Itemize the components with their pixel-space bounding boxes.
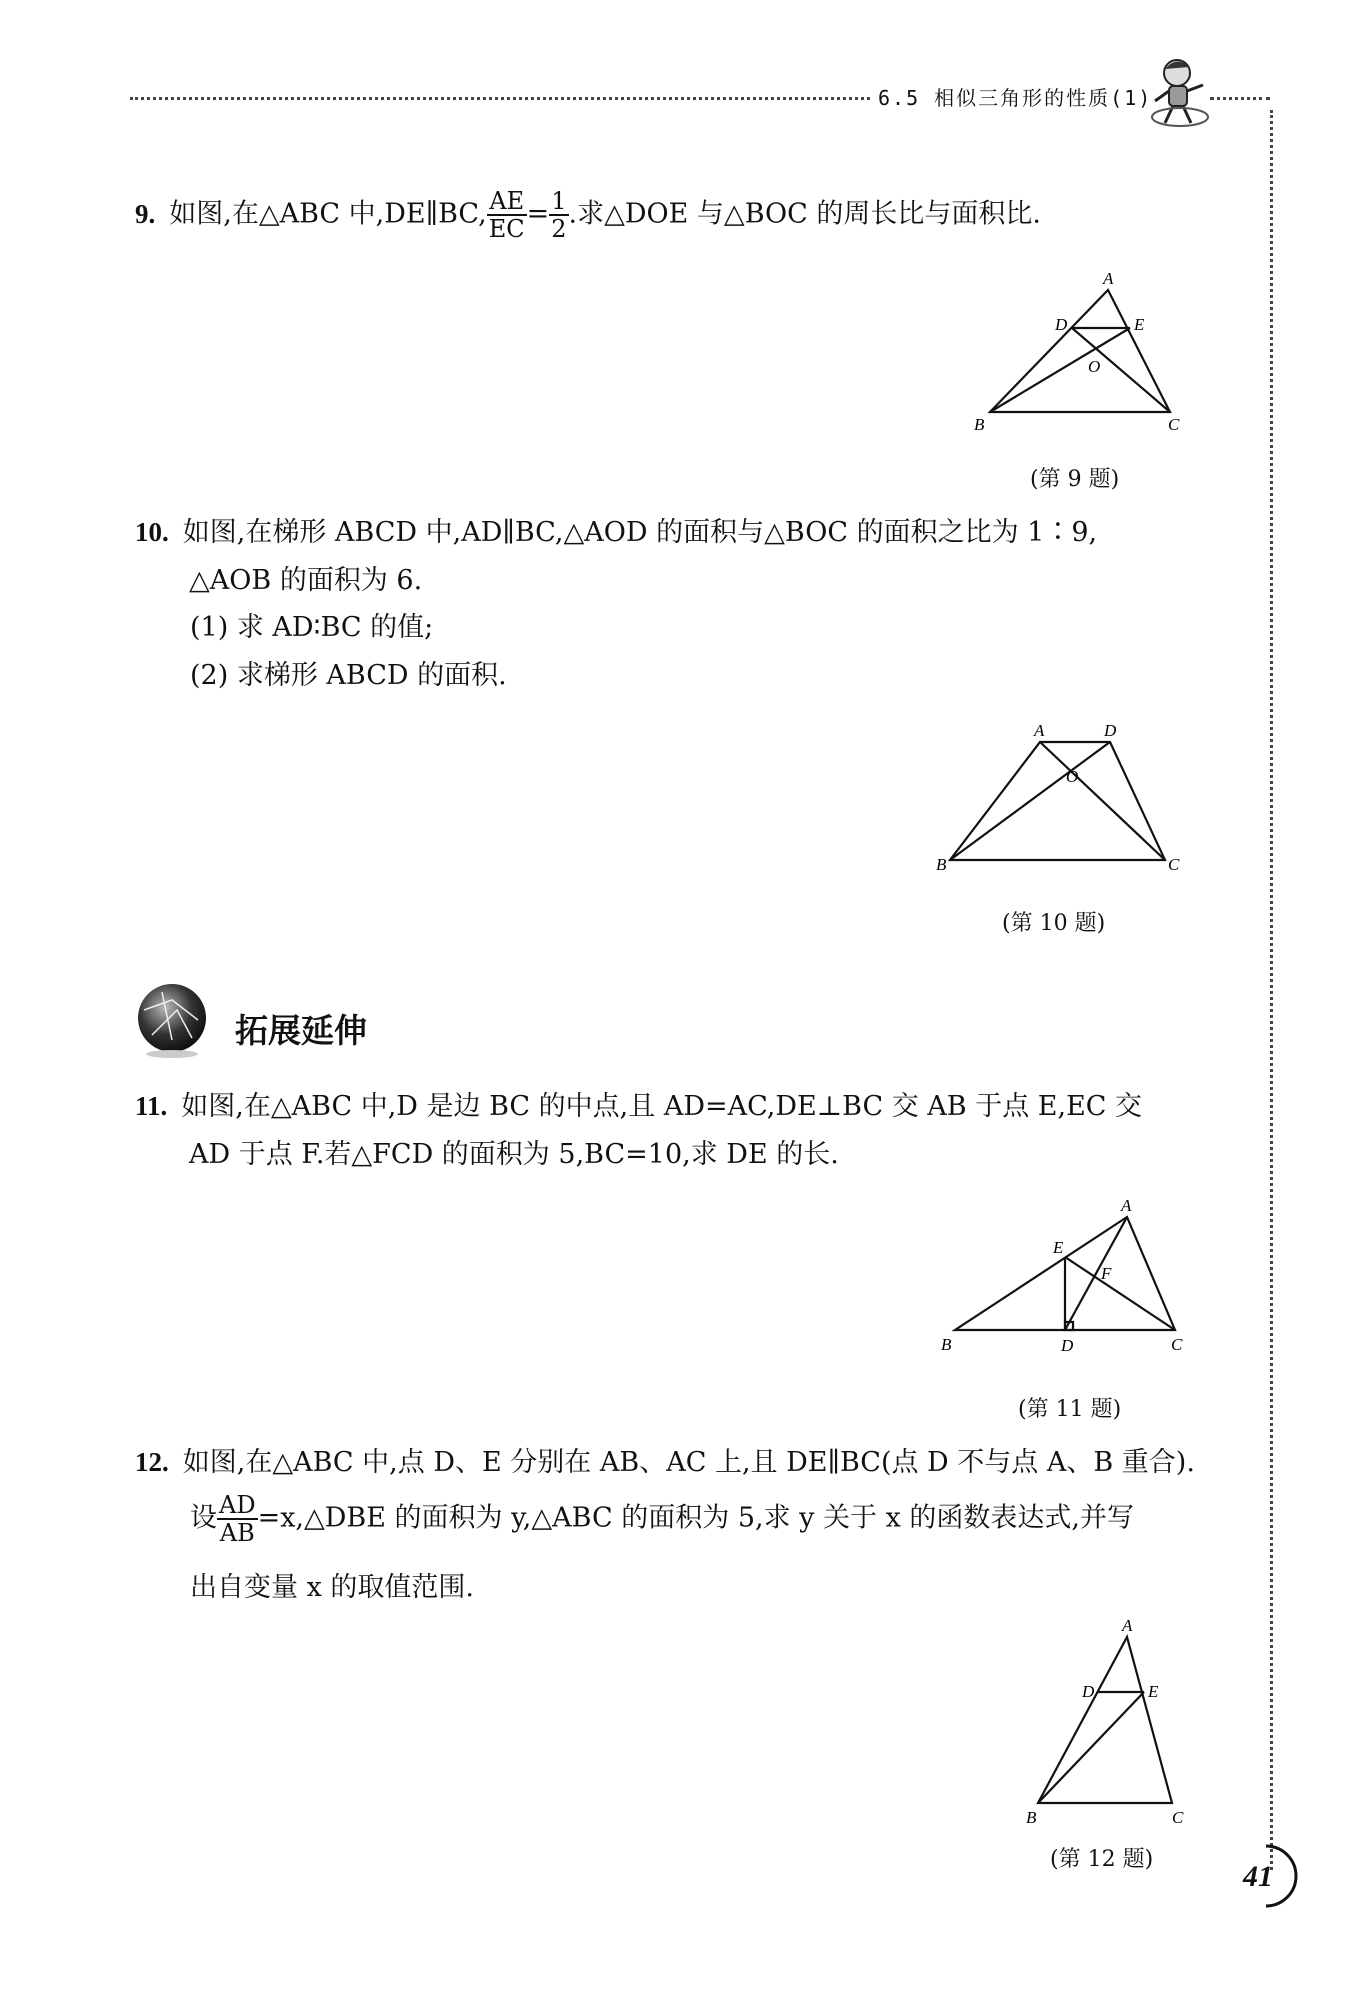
question-10-part-2: (2) 求梯形 ABCD 的面积. bbox=[190, 660, 507, 691]
section-title: 拓展延伸 bbox=[235, 1011, 367, 1050]
label-c: C bbox=[1172, 1808, 1184, 1827]
label-b: B bbox=[936, 855, 947, 874]
label-b: B bbox=[974, 415, 985, 434]
page-number: 41 bbox=[1243, 1860, 1273, 1893]
caption-9: (第 9 题) bbox=[1030, 467, 1120, 492]
label-b: B bbox=[1026, 1808, 1037, 1827]
question-11: 11. 如图,在△ABC 中,D 是边 BC 的中点,且 AD=AC,DE⊥BC 交 AB 于点 E,EC 交 AD 于点 F.若△FCD 的面积为 5,BC=10,求 DE 的长. bbox=[135, 1091, 1143, 1170]
label-a: A bbox=[1121, 1196, 1132, 1215]
label-d: D bbox=[1055, 315, 1068, 334]
cartoon-boy-icon bbox=[1145, 55, 1215, 135]
globe-icon bbox=[132, 980, 214, 1062]
question-12-line-2: 设 $\frac{AD}{AB}$ =x,△DBE 的面积为 y,△ABC 的面积为 5,求 y 关于 x 的函数表达式,并写 bbox=[190, 1491, 1134, 1547]
label-e: E bbox=[1053, 1238, 1064, 1257]
label-c: C bbox=[1168, 415, 1180, 434]
caption-12: (第 12 题) bbox=[1050, 1847, 1154, 1872]
label-o: O bbox=[1088, 357, 1101, 376]
label-f: F bbox=[1101, 1264, 1112, 1283]
label-d: D bbox=[1061, 1336, 1074, 1355]
label-b: B bbox=[941, 1335, 952, 1354]
section-header: 6.5 相似三角形的性质(1) bbox=[878, 86, 1153, 110]
label-a: A bbox=[1122, 1616, 1133, 1635]
side-rule bbox=[1270, 110, 1273, 1870]
label-a: A bbox=[1103, 270, 1114, 288]
label-e: E bbox=[1134, 315, 1145, 334]
fraction-one-half: $\frac{1}{2}$ bbox=[551, 187, 567, 243]
caption-10: (第 10 题) bbox=[1002, 911, 1106, 936]
label-e: E bbox=[1148, 1682, 1159, 1701]
figure-10 bbox=[930, 720, 1190, 880]
caption-11: (第 11 题) bbox=[1018, 1397, 1122, 1422]
figure-9 bbox=[960, 270, 1190, 440]
question-10-part-1: (1) 求 AD∶BC 的值; bbox=[190, 612, 434, 643]
question-12-line-3: 出自变量 x 的取值范围. bbox=[190, 1572, 474, 1603]
figure-11 bbox=[935, 1195, 1195, 1365]
label-c: C bbox=[1171, 1335, 1183, 1354]
header-rule-right bbox=[1210, 97, 1270, 100]
label-o: O bbox=[1066, 767, 1079, 786]
question-10: 10. 如图,在梯形 ABCD 中,AD∥BC,△AOD 的面积与△BOC 的面积之比为 1∶9, △AOB 的面积为 6. bbox=[135, 517, 1098, 596]
question-12: 12. 如图,在△ABC 中,点 D、E 分别在 AB、AC 上,且 DE∥BC(点 D 不与点 A、B 重合). bbox=[135, 1447, 1195, 1478]
label-c: C bbox=[1168, 855, 1180, 874]
fraction-ae-ec: $\frac{AE}{EC}$ bbox=[488, 187, 525, 243]
label-d: D bbox=[1104, 721, 1117, 740]
figure-12 bbox=[1020, 1615, 1200, 1835]
fraction-ad-ab: $\frac{AD}{AB}$ bbox=[219, 1491, 256, 1547]
label-a: A bbox=[1034, 721, 1045, 740]
label-d: D bbox=[1082, 1682, 1095, 1701]
header-rule bbox=[130, 97, 870, 100]
question-9: 9. 如图,在△ABC 中,DE∥BC, $\frac{AE}{EC}$ = $\frac{1}{2}$ .求△DOE 与△BOC 的周长比与面积比. bbox=[135, 187, 1042, 243]
